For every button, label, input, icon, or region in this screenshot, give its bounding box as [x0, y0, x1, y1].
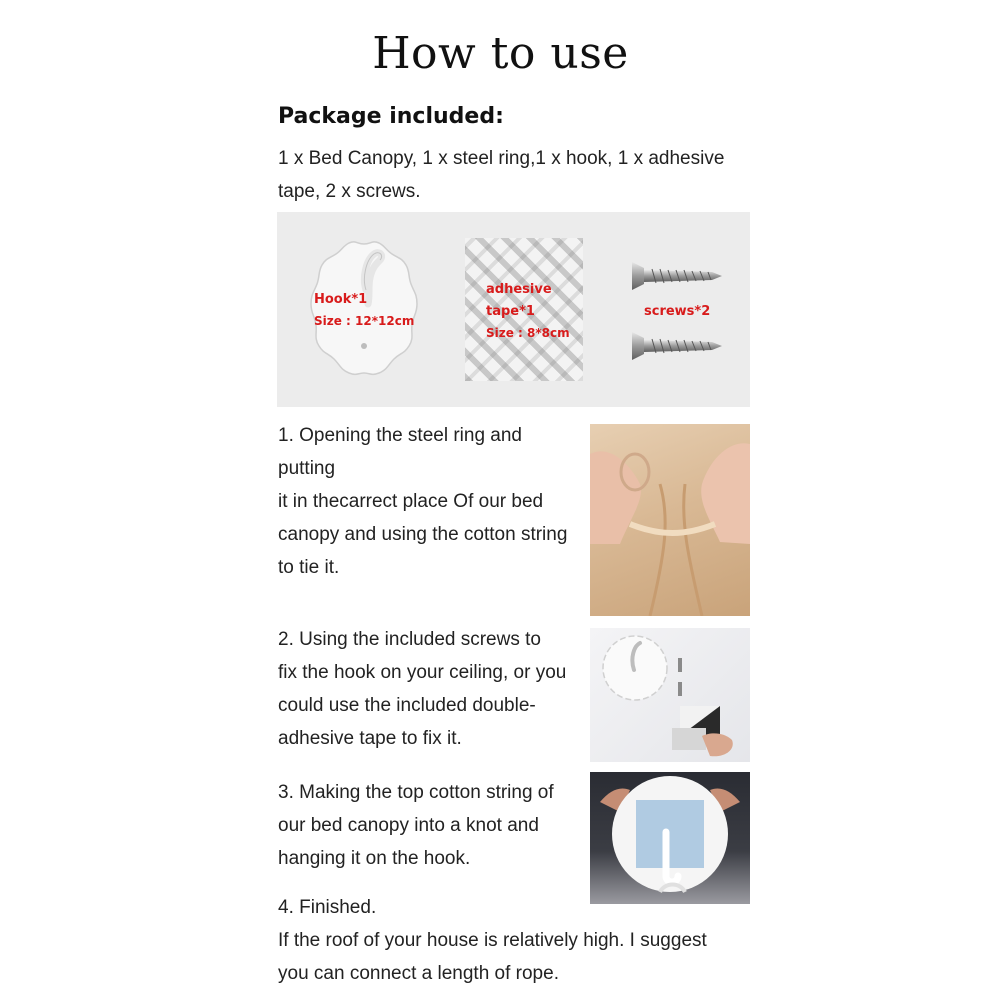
- package-heading: Package included:: [278, 104, 504, 129]
- step-line: you can connect a length of rope.: [278, 963, 559, 984]
- hook-label: Hook*1: [314, 292, 368, 307]
- step-line: to tie it.: [278, 557, 340, 578]
- page-title: How to use: [372, 28, 629, 79]
- screws-label: screws*2: [644, 304, 711, 319]
- step-4-text: [278, 891, 778, 990]
- hook-size-label: Size : 12*12cm: [314, 314, 415, 328]
- tape-label: adhesive: [486, 282, 552, 297]
- step-line: canopy and using the cotton string: [278, 524, 568, 545]
- step-line: fix the hook on your ceiling, or you: [278, 662, 567, 683]
- step-line: hanging it on the hook.: [278, 848, 471, 869]
- step-line: 4. Finished.: [278, 897, 377, 918]
- step-line: 1. Opening the steel ring and putting: [278, 425, 523, 479]
- step-line: could use the included double-: [278, 695, 536, 716]
- step-3-photo: [590, 772, 750, 904]
- step-line: our bed canopy into a knot and: [278, 815, 539, 836]
- step-1-text: [278, 419, 578, 584]
- package-line: 1 x Bed Canopy, 1 x steel ring,1 x hook, 1 x adhesive: [278, 148, 725, 169]
- tape-size-label: Size : 8*8cm: [486, 326, 570, 340]
- step-2-text: [278, 623, 578, 755]
- step-line: it in thecarrect place Of our bed: [278, 491, 544, 512]
- screw-icon: [628, 256, 726, 296]
- package-line: tape, 2 x screws.: [278, 181, 421, 202]
- step-line: If the roof of your house is relatively high. I suggest: [278, 930, 707, 951]
- tape-count-label: tape*1: [486, 304, 535, 319]
- package-description: [278, 142, 758, 208]
- step-1-photo: [590, 424, 750, 616]
- step-line: 3. Making the top cotton string of: [278, 782, 554, 803]
- step-3-text: [278, 776, 578, 875]
- hook-disc-icon: [308, 238, 420, 378]
- step-2-photo: [590, 628, 750, 762]
- screw-icon: [628, 326, 726, 366]
- step-line: adhesive tape to fix it.: [278, 728, 462, 749]
- step-line: 2. Using the included screws to: [278, 629, 541, 650]
